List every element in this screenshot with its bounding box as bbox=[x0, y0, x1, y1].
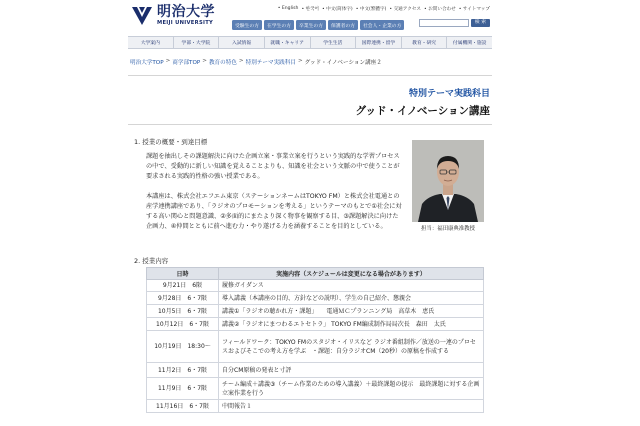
row-date: 9月21日 6限 bbox=[147, 280, 219, 292]
nav-about[interactable]: 大学案内 bbox=[128, 37, 174, 48]
global-nav bbox=[128, 36, 492, 49]
tab-prospective-students[interactable]: 受験生の方 bbox=[232, 20, 262, 30]
meiji-emblem-icon bbox=[130, 5, 154, 27]
breadcrumb-separator: > bbox=[202, 58, 207, 64]
row-date: 10月12日 6・7限 bbox=[147, 318, 219, 331]
column-header-date: 日時 bbox=[147, 268, 219, 280]
tab-business[interactable]: 社会人・企業の方 bbox=[360, 20, 404, 30]
row-date: 10月19日 18:30〜 bbox=[147, 331, 219, 363]
utility-links bbox=[278, 6, 490, 12]
row-date: 10月5日 6・7限 bbox=[147, 305, 219, 318]
nav-faculties[interactable]: 学部・大学院 bbox=[174, 37, 220, 48]
breadcrumb-link[interactable]: 特別テーマ実践科目 bbox=[245, 60, 296, 66]
outline-paragraph-1: 課題を抽出しその課題解決に向けた企画立案・事業立案を行うという実践的な学習プロセスの中で、受動的に新しい知識を覚えることよりも、知識を社会という文脈の中で使うことが要求される実践的性格の強い授業である。 bbox=[146, 153, 400, 180]
row-date: 11月2日 6・7限 bbox=[147, 363, 219, 378]
outline-heading: 1. 授業の概要・到達目標 bbox=[134, 138, 208, 146]
link-korean[interactable]: • 한국어 bbox=[301, 7, 319, 12]
section-label: 特別テーマ実践科目 bbox=[408, 89, 490, 99]
row-content: 中間報告１ bbox=[219, 400, 484, 413]
link-chinese-simplified[interactable]: • 中文(简体字) bbox=[321, 7, 353, 12]
row-date: 11月16日 6・7限 bbox=[147, 400, 219, 413]
tab-current-students[interactable]: 在学生の方 bbox=[264, 20, 294, 30]
table-row bbox=[147, 363, 484, 378]
table-row bbox=[147, 292, 484, 305]
portrait-image bbox=[412, 140, 484, 222]
page-frame bbox=[128, 0, 492, 426]
tab-parents[interactable]: 保護者の方 bbox=[328, 20, 358, 30]
nav-student-life[interactable]: 学生生活 bbox=[311, 37, 357, 48]
row-date: 9月28日 6・7限 bbox=[147, 292, 219, 305]
link-access[interactable]: • 交通アクセス bbox=[389, 7, 422, 12]
photo-caption: 担当：福田康典准教授 bbox=[421, 226, 475, 232]
link-sitemap[interactable]: • サイトマップ bbox=[458, 7, 490, 12]
breadcrumb-link[interactable]: 教育の特色 bbox=[208, 60, 237, 66]
row-date: 11月9日 6・7限 bbox=[147, 378, 219, 400]
logo-japanese: 明治大学 bbox=[157, 4, 215, 21]
university-logo[interactable] bbox=[130, 5, 215, 27]
breadcrumb-current: グッド・イノベーション講座２ bbox=[304, 60, 382, 66]
row-content: チーム編成＋講義③（チーム作業のための導入講義）＋最終課題の提示 最終課題に対する企画立案作業を行う bbox=[219, 378, 484, 400]
row-content: 導入講義（本講座の目的、方針などの説明）、学生の自己紹介、懇親会 bbox=[219, 292, 484, 305]
column-header-content: 実施内容（スケジュールは変更になる場合があります） bbox=[219, 268, 484, 280]
table-row bbox=[147, 331, 484, 363]
link-contact[interactable]: • お問い合わせ bbox=[424, 7, 456, 12]
divider bbox=[128, 75, 492, 76]
table-row bbox=[147, 305, 484, 318]
link-chinese-traditional[interactable]: • 中文(繁體字) bbox=[355, 7, 387, 12]
row-content: 講義①「ラジオの聴かれ方・課題」 電通ＭＣプランニング局 高草木 恵氏 bbox=[219, 305, 484, 318]
nav-admissions[interactable]: 入試情報 bbox=[219, 37, 265, 48]
nav-career[interactable]: 就職・キャリア bbox=[265, 37, 311, 48]
row-content: 履修ガイダンス bbox=[219, 280, 484, 292]
outline-paragraph-2: 本講座は、株式会社エフエム東京（ステーションネームはTOKYO FM）と株式会社電通との産学連携講座であり、「ラジオのプロモーションを考える」というテーマのもとで①社会に対する高い関心と問題意識、②多面的にまたより深く物事を観察する目、③課題解決に向けた企画力、④仲間とともに前へ進む力・やり遂げる力を涵養することを目的としている。 bbox=[146, 193, 402, 230]
nav-research[interactable]: 教育・研究 bbox=[402, 37, 448, 48]
table-row bbox=[147, 318, 484, 331]
breadcrumb-separator: > bbox=[297, 58, 303, 64]
table-header-row bbox=[147, 268, 484, 280]
link-english[interactable]: • English bbox=[277, 6, 299, 11]
divider bbox=[128, 124, 492, 125]
row-content: 自分CM原稿の発表と寸評 bbox=[219, 363, 484, 378]
table-row bbox=[147, 400, 484, 413]
table-row bbox=[147, 280, 484, 292]
schedule-table bbox=[146, 267, 484, 413]
row-content: 講義②「ラジオにまつわるエトセトラ」 TOKYO FM編成制作局局次長 森田 太氏 bbox=[219, 318, 484, 331]
audience-tabs bbox=[232, 20, 404, 30]
site-search bbox=[419, 19, 490, 27]
breadcrumb-link[interactable]: 商学部TOP bbox=[172, 60, 201, 66]
instructor-photo bbox=[412, 140, 484, 222]
logo-english: MEIJI UNIVERSITY bbox=[157, 20, 214, 27]
breadcrumb bbox=[130, 58, 382, 66]
tab-alumni[interactable]: 卒業生の方 bbox=[296, 20, 326, 30]
search-input[interactable] bbox=[419, 19, 469, 27]
nav-facilities[interactable]: 付属機関・施設 bbox=[452, 41, 487, 46]
breadcrumb-separator: > bbox=[165, 58, 171, 64]
search-button[interactable]: 検 索 bbox=[471, 19, 490, 27]
nav-international[interactable]: 国際連携・留学 bbox=[356, 37, 402, 48]
breadcrumb-separator: > bbox=[238, 58, 244, 64]
table-row bbox=[147, 378, 484, 400]
schedule-heading: 2. 授業内容 bbox=[134, 257, 169, 265]
breadcrumb-link[interactable]: 明治大学TOP bbox=[130, 60, 164, 66]
page-title: グッド・イノベーション講座 bbox=[355, 105, 490, 117]
row-content: フィールドワーク：TOKYO FMのスタジオ・イリスなど ラジオ番組制作／放送の一連のプロセスおよびそこでの考え方を学ぶ ・課題：自分ラジオCM（20秒）の原稿を作成する bbox=[219, 331, 484, 363]
